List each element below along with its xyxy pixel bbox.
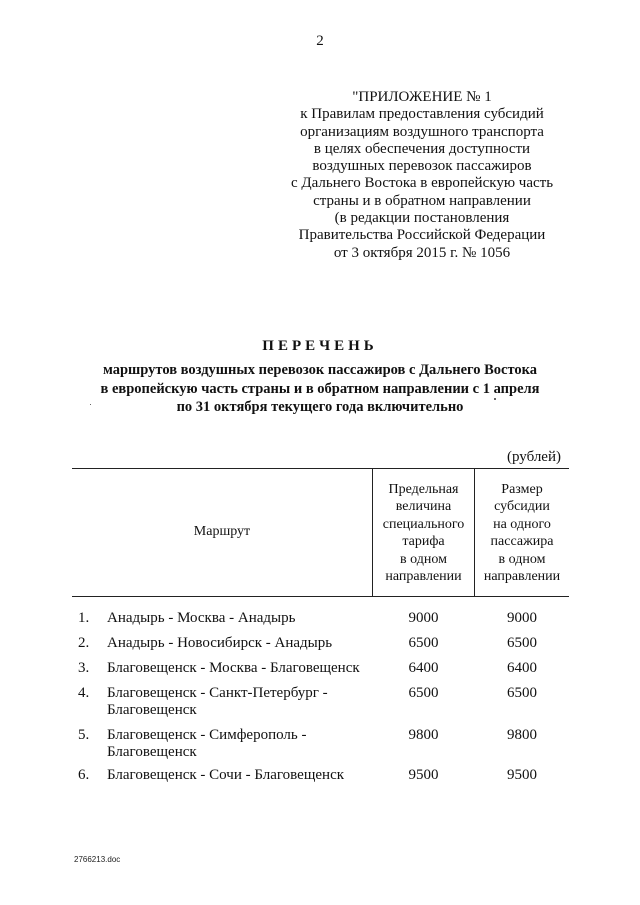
row-route <box>107 635 369 652</box>
route-line: Благовещенск <box>107 702 197 719</box>
header-subsidy-line: направлении <box>483 569 561 585</box>
row-number: 6. <box>78 767 90 783</box>
row-number: 4. <box>78 685 90 701</box>
scan-artifact <box>90 404 91 405</box>
route-line: Анадырь - Москва - Анадырь <box>107 610 296 626</box>
table-top-rule <box>72 468 569 469</box>
route-line: Благовещенск - Симферополь - <box>107 727 307 743</box>
header-tariff-line: направлении <box>385 569 462 585</box>
appendix-line: Правительства Российской Федерации <box>298 227 546 244</box>
appendix-header <box>272 89 572 262</box>
header-subsidy-line: на одного <box>493 516 551 532</box>
subtitle-line: по 31 октября текущего года включительно <box>176 399 464 415</box>
appendix-line: страны и в обратном направлении <box>313 192 531 209</box>
appendix-line: (в редакции постановления <box>334 210 510 227</box>
route-line: Анадырь - Новосибирск - Анадырь <box>107 635 333 651</box>
appendix-line: от 3 октября 2015 г. № 1056 <box>333 244 511 261</box>
row-number: 1. <box>78 610 90 626</box>
route-line: Благовещенск - Москва - Благовещенск <box>107 660 360 676</box>
row-subsidy: 9000 <box>507 610 537 626</box>
row-tariff: 6500 <box>408 685 439 701</box>
header-tariff-line: величина <box>395 499 452 515</box>
scan-artifact <box>494 398 496 400</box>
appendix-line: "ПРИЛОЖЕНИЕ № 1 <box>352 89 492 105</box>
row-tariff: 9000 <box>408 610 439 626</box>
row-route <box>107 660 369 677</box>
header-subsidy-line: пассажира <box>490 534 554 550</box>
document-title: ПЕРЕЧЕНЬ <box>262 338 378 354</box>
document-subtitle <box>0 361 640 417</box>
row-route <box>107 610 369 627</box>
row-number: 5. <box>78 727 90 743</box>
subtitle-line: в европейскую часть страны и в обратном направлении с 1 апреля <box>100 380 540 397</box>
header-tariff-line: специального <box>382 516 465 532</box>
unit-note: (рублей) <box>506 449 561 465</box>
header-tariff <box>373 481 474 585</box>
row-subsidy: 9800 <box>507 727 537 743</box>
header-tariff-line: тарифа <box>402 534 445 550</box>
header-route: Маршрут <box>193 524 251 539</box>
row-number: 2. <box>78 635 90 651</box>
route-line: Благовещенск - Санкт-Петербург - <box>107 685 328 701</box>
header-subsidy-line: Размер <box>501 482 543 497</box>
header-tariff-line: Предельная <box>388 482 459 497</box>
row-tariff: 9800 <box>408 727 439 743</box>
header-subsidy <box>475 481 569 585</box>
row-route <box>107 685 369 720</box>
header-subsidy-line: в одном <box>498 551 546 567</box>
row-subsidy: 6500 <box>507 635 537 651</box>
row-route <box>107 727 369 762</box>
footer-file-code: 2766213.doc <box>74 855 121 864</box>
row-number: 3. <box>78 660 90 676</box>
row-tariff: 6500 <box>408 635 439 651</box>
page-number: 2 <box>316 33 324 49</box>
row-subsidy: 9500 <box>507 767 537 783</box>
appendix-line: с Дальнего Востока в европейскую часть <box>290 175 554 192</box>
header-subsidy-line: субсидии <box>494 499 550 515</box>
route-line: Благовещенск <box>107 744 197 761</box>
appendix-line: в целях обеспечения доступности <box>313 140 531 157</box>
appendix-line: организациям воздушного транспорта <box>300 123 544 140</box>
row-subsidy: 6400 <box>507 660 537 676</box>
row-subsidy: 6500 <box>507 685 537 701</box>
row-tariff: 6400 <box>408 660 439 676</box>
appendix-line: к Правилам предоставления субсидий <box>300 106 544 123</box>
table-header-rule <box>72 596 569 597</box>
row-tariff: 9500 <box>408 767 439 783</box>
row-route <box>107 767 369 784</box>
header-tariff-line: в одном <box>400 551 447 567</box>
route-line: Благовещенск - Сочи - Благовещенск <box>107 767 345 783</box>
appendix-line: воздушных перевозок пассажиров <box>312 158 532 175</box>
subtitle-line: маршрутов воздушных перевозок пассажиров с Дальнего Востока <box>102 362 538 378</box>
